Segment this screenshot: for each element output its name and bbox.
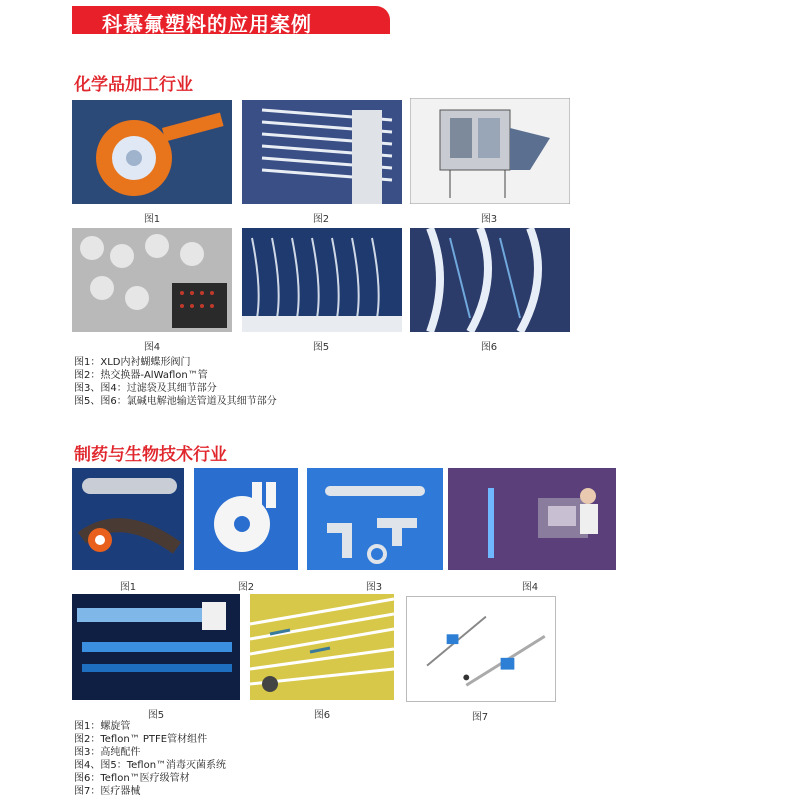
- caption-s1-fig1: 图1: [143, 214, 161, 225]
- section-title-pharma: 制药与生物技术行业: [74, 445, 227, 465]
- photo-medical-tubing: [250, 594, 394, 700]
- caption-s2-fig6: 图6: [313, 710, 331, 721]
- section-title-chemical: 化学品加工行业: [74, 75, 193, 95]
- photo-filter-bag-system: [410, 98, 570, 204]
- photo-sterilization-tubes: [72, 594, 240, 700]
- caption-s1-fig6: 图6: [480, 342, 498, 353]
- note-line: 图7：医疗器械: [74, 786, 141, 797]
- caption-s2-fig4: 图4: [521, 582, 539, 593]
- photo-spiral-hose: [72, 468, 184, 570]
- caption-s2-fig2: 图2: [237, 582, 255, 593]
- note-line: 图2：热交换器-AlWaflon™管: [74, 370, 208, 381]
- caption-s2-fig3: 图3: [365, 582, 383, 593]
- photo-filter-bag-detail: [72, 228, 232, 332]
- note-line: 图3：高纯配件: [74, 747, 141, 758]
- photo-electrolysis-pipes: [242, 228, 402, 332]
- caption-s1-fig2: 图2: [312, 214, 330, 225]
- caption-s2-fig5: 图5: [147, 710, 165, 721]
- note-line: 图4、图5：Teflon™消毒灭菌系统: [74, 760, 227, 771]
- note-line: 图1：螺旋管: [74, 721, 131, 732]
- title-banner: [72, 6, 390, 34]
- note-line: 图1：XLD内衬蝴蝶形阀门: [74, 357, 191, 368]
- notes-chemical: [74, 356, 277, 408]
- photo-medical-devices: [406, 596, 556, 702]
- photo-sterilization-lab: [448, 468, 616, 570]
- caption-s2-fig7: 图7: [471, 712, 489, 723]
- note-line: 图3、图4：过滤袋及其细节部分: [74, 383, 217, 394]
- photo-heat-exchanger: [242, 100, 402, 204]
- caption-s1-fig5: 图5: [312, 342, 330, 353]
- notes-pharma: [74, 720, 226, 798]
- note-line: 图6：Teflon™医疗级管材: [74, 773, 190, 784]
- photo-high-purity-fittings: [307, 468, 443, 570]
- caption-s1-fig4: 图4: [143, 342, 161, 353]
- caption-s2-fig1: 图1: [119, 582, 137, 593]
- note-line: 图2：Teflon™ PTFE管材组件: [74, 734, 208, 745]
- photo-electrolysis-detail: [410, 228, 570, 332]
- photo-butterfly-valve: [72, 100, 232, 204]
- note-line: 图5、图6：氯碱电解池输送管道及其细节部分: [74, 396, 277, 407]
- photo-ptfe-assembly: [194, 468, 298, 570]
- caption-s1-fig3: 图3: [480, 214, 498, 225]
- page-title: 科慕氟塑料的应用案例: [102, 12, 312, 36]
